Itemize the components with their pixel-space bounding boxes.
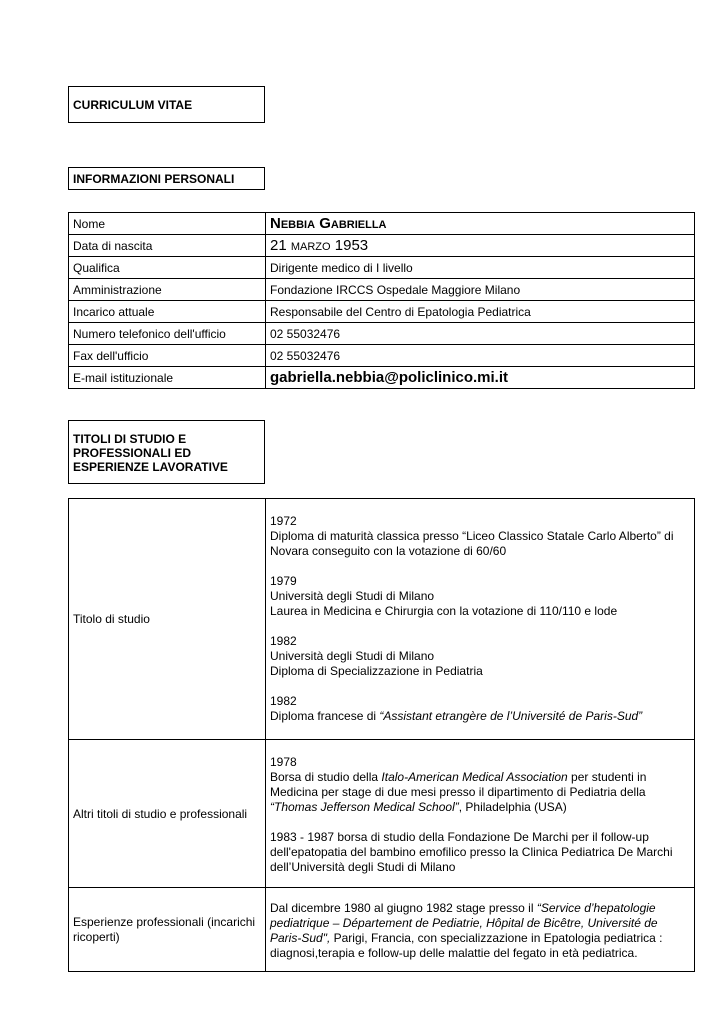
row-telefono xyxy=(69,323,695,345)
row-qualifica xyxy=(69,257,695,279)
titolo-studio-label: Titolo di studio xyxy=(69,499,266,740)
entry-text: 1983 - 1987 borsa di studio della Fondazione De Marchi per il follow-up xyxy=(270,830,649,844)
row-altri-titoli xyxy=(69,740,695,888)
entry-text-plain: per studenti in xyxy=(567,770,647,784)
entry-text xyxy=(270,709,690,724)
entry-text xyxy=(270,901,690,916)
entry-text xyxy=(270,800,690,815)
qualifica-label: Qualifica xyxy=(69,257,266,279)
entry-year: 1978 xyxy=(270,755,297,769)
esperienze-label-line: ricoperti) xyxy=(73,929,120,944)
nascita-label: Data di nascita xyxy=(69,235,266,257)
entry-text-italic: “Service d’hepatologie xyxy=(536,901,656,915)
titolo-entry xyxy=(270,634,690,679)
personal-info-header: INFORMAZIONI PERSONALI xyxy=(68,167,265,190)
entry-text xyxy=(270,931,690,946)
fax-label: Fax dell'ufficio xyxy=(69,345,266,367)
email-label: E-mail istituzionale xyxy=(69,367,266,389)
entry-text: Università degli Studi di Milano xyxy=(270,589,435,603)
entry-text-italic: “Thomas Jefferson Medical School” xyxy=(270,800,459,814)
cv-title: CURRICULUM VITAE xyxy=(68,86,265,123)
row-fax xyxy=(69,345,695,367)
entry-text-plain: Parigi, Francia, con specializzazione in Epatologia pediatrica : xyxy=(330,931,663,945)
esperienze-content xyxy=(266,888,695,972)
row-amministrazione xyxy=(69,279,695,301)
telefono-value: 02 55032476 xyxy=(266,323,695,345)
entry-text-italic: Italo-American Medical Association xyxy=(381,770,568,784)
entry-text: Diploma di Specializzazione in Pediatria xyxy=(270,664,483,678)
nome-label: Nome xyxy=(69,213,266,235)
row-email xyxy=(69,367,695,389)
entry-text: Diploma di maturità classica presso “Liceo Classico Statale Carlo Alberto” di xyxy=(270,529,674,543)
incarico-value: Responsabile del Centro di Epatologia Pediatrica xyxy=(266,301,695,323)
altri-titoli-content xyxy=(266,740,695,888)
row-titolo-studio xyxy=(69,499,695,740)
altri-entry xyxy=(270,830,690,875)
row-incarico xyxy=(69,301,695,323)
entry-text: Medicina per stage di due mesi presso il dipartimento di Pediatria della xyxy=(270,785,646,799)
altri-entry xyxy=(270,755,690,815)
entry-year: 1982 xyxy=(270,694,297,708)
entry-text: Novara conseguito con la votazione di 60/60 xyxy=(270,544,507,558)
entry-text-plain: Dal dicembre 1980 al giugno 1982 stage presso il xyxy=(270,901,537,915)
entry-text: dell'epatopatia del bambino emofilico presso la Clinica Pediatrica De Marchi xyxy=(270,845,673,859)
entry-year: 1982 xyxy=(270,634,297,648)
entry-text-italic: pediatrique – Département de Pediatrie, Hôpital de Bicêtre, Université de xyxy=(270,916,658,930)
nascita-day: 21 xyxy=(270,237,287,254)
titoli-header xyxy=(68,420,265,484)
esperienze-label-line: Esperienze professionali (incarichi xyxy=(73,914,256,929)
esperienze-label xyxy=(69,888,266,972)
titoli-header-line: ESPERIENZE LAVORATIVE xyxy=(73,460,228,474)
entry-text: diagnosi,terapia e follow-up delle malattie del fegato in età pediatrica. xyxy=(270,946,638,960)
row-esperienze xyxy=(69,888,695,972)
entry-text-italic: “Assistant etrangère de l’Université de Paris-Sud” xyxy=(379,709,643,723)
amministrazione-value: Fondazione IRCCS Ospedale Maggiore Milano xyxy=(266,279,695,301)
titolo-entry xyxy=(270,514,690,559)
qualifica-value: Dirigente medico di I livello xyxy=(266,257,695,279)
amministrazione-label: Amministrazione xyxy=(69,279,266,301)
entry-text xyxy=(270,916,690,931)
entry-year: 1979 xyxy=(270,574,297,588)
entry-text-plain: Borsa di studio della xyxy=(270,770,382,784)
entry-text-plain: Diploma francese di xyxy=(270,709,380,723)
entry-year: 1972 xyxy=(270,514,297,528)
entry-text-italic: Paris-Sud", xyxy=(270,931,331,945)
entry-text: dell’Università degli Studi di Milano xyxy=(270,860,456,874)
entry-text: Laurea in Medicina e Chirurgia con la votazione di 110/110 e lode xyxy=(270,604,618,618)
nascita-value xyxy=(266,235,695,257)
altri-titoli-label: Altri titoli di studio e professionali xyxy=(69,740,266,888)
titolo-entry xyxy=(270,574,690,619)
row-data-nascita xyxy=(69,235,695,257)
nascita-month: marzo xyxy=(290,237,331,254)
titolo-studio-content xyxy=(266,499,695,740)
fax-value: 02 55032476 xyxy=(266,345,695,367)
titoli-table xyxy=(68,498,695,972)
personal-info-table xyxy=(68,212,695,389)
entry-text xyxy=(270,770,690,785)
email-value: gabriella.nebbia@policlinico.mi.it xyxy=(266,367,695,389)
nascita-year: 1953 xyxy=(334,237,369,254)
telefono-label: Numero telefonico dell'ufficio xyxy=(69,323,266,345)
titoli-header-line: PROFESSIONALI ED xyxy=(73,446,192,460)
entry-text-plain: , Philadelphia (USA) xyxy=(458,800,567,814)
titoli-header-line: TITOLI DI STUDIO E xyxy=(73,432,187,446)
row-nome xyxy=(69,213,695,235)
nome-value: Nebbia Gabriella xyxy=(266,213,695,235)
entry-text: Università degli Studi di Milano xyxy=(270,649,435,663)
incarico-label: Incarico attuale xyxy=(69,301,266,323)
titolo-entry xyxy=(270,694,690,724)
